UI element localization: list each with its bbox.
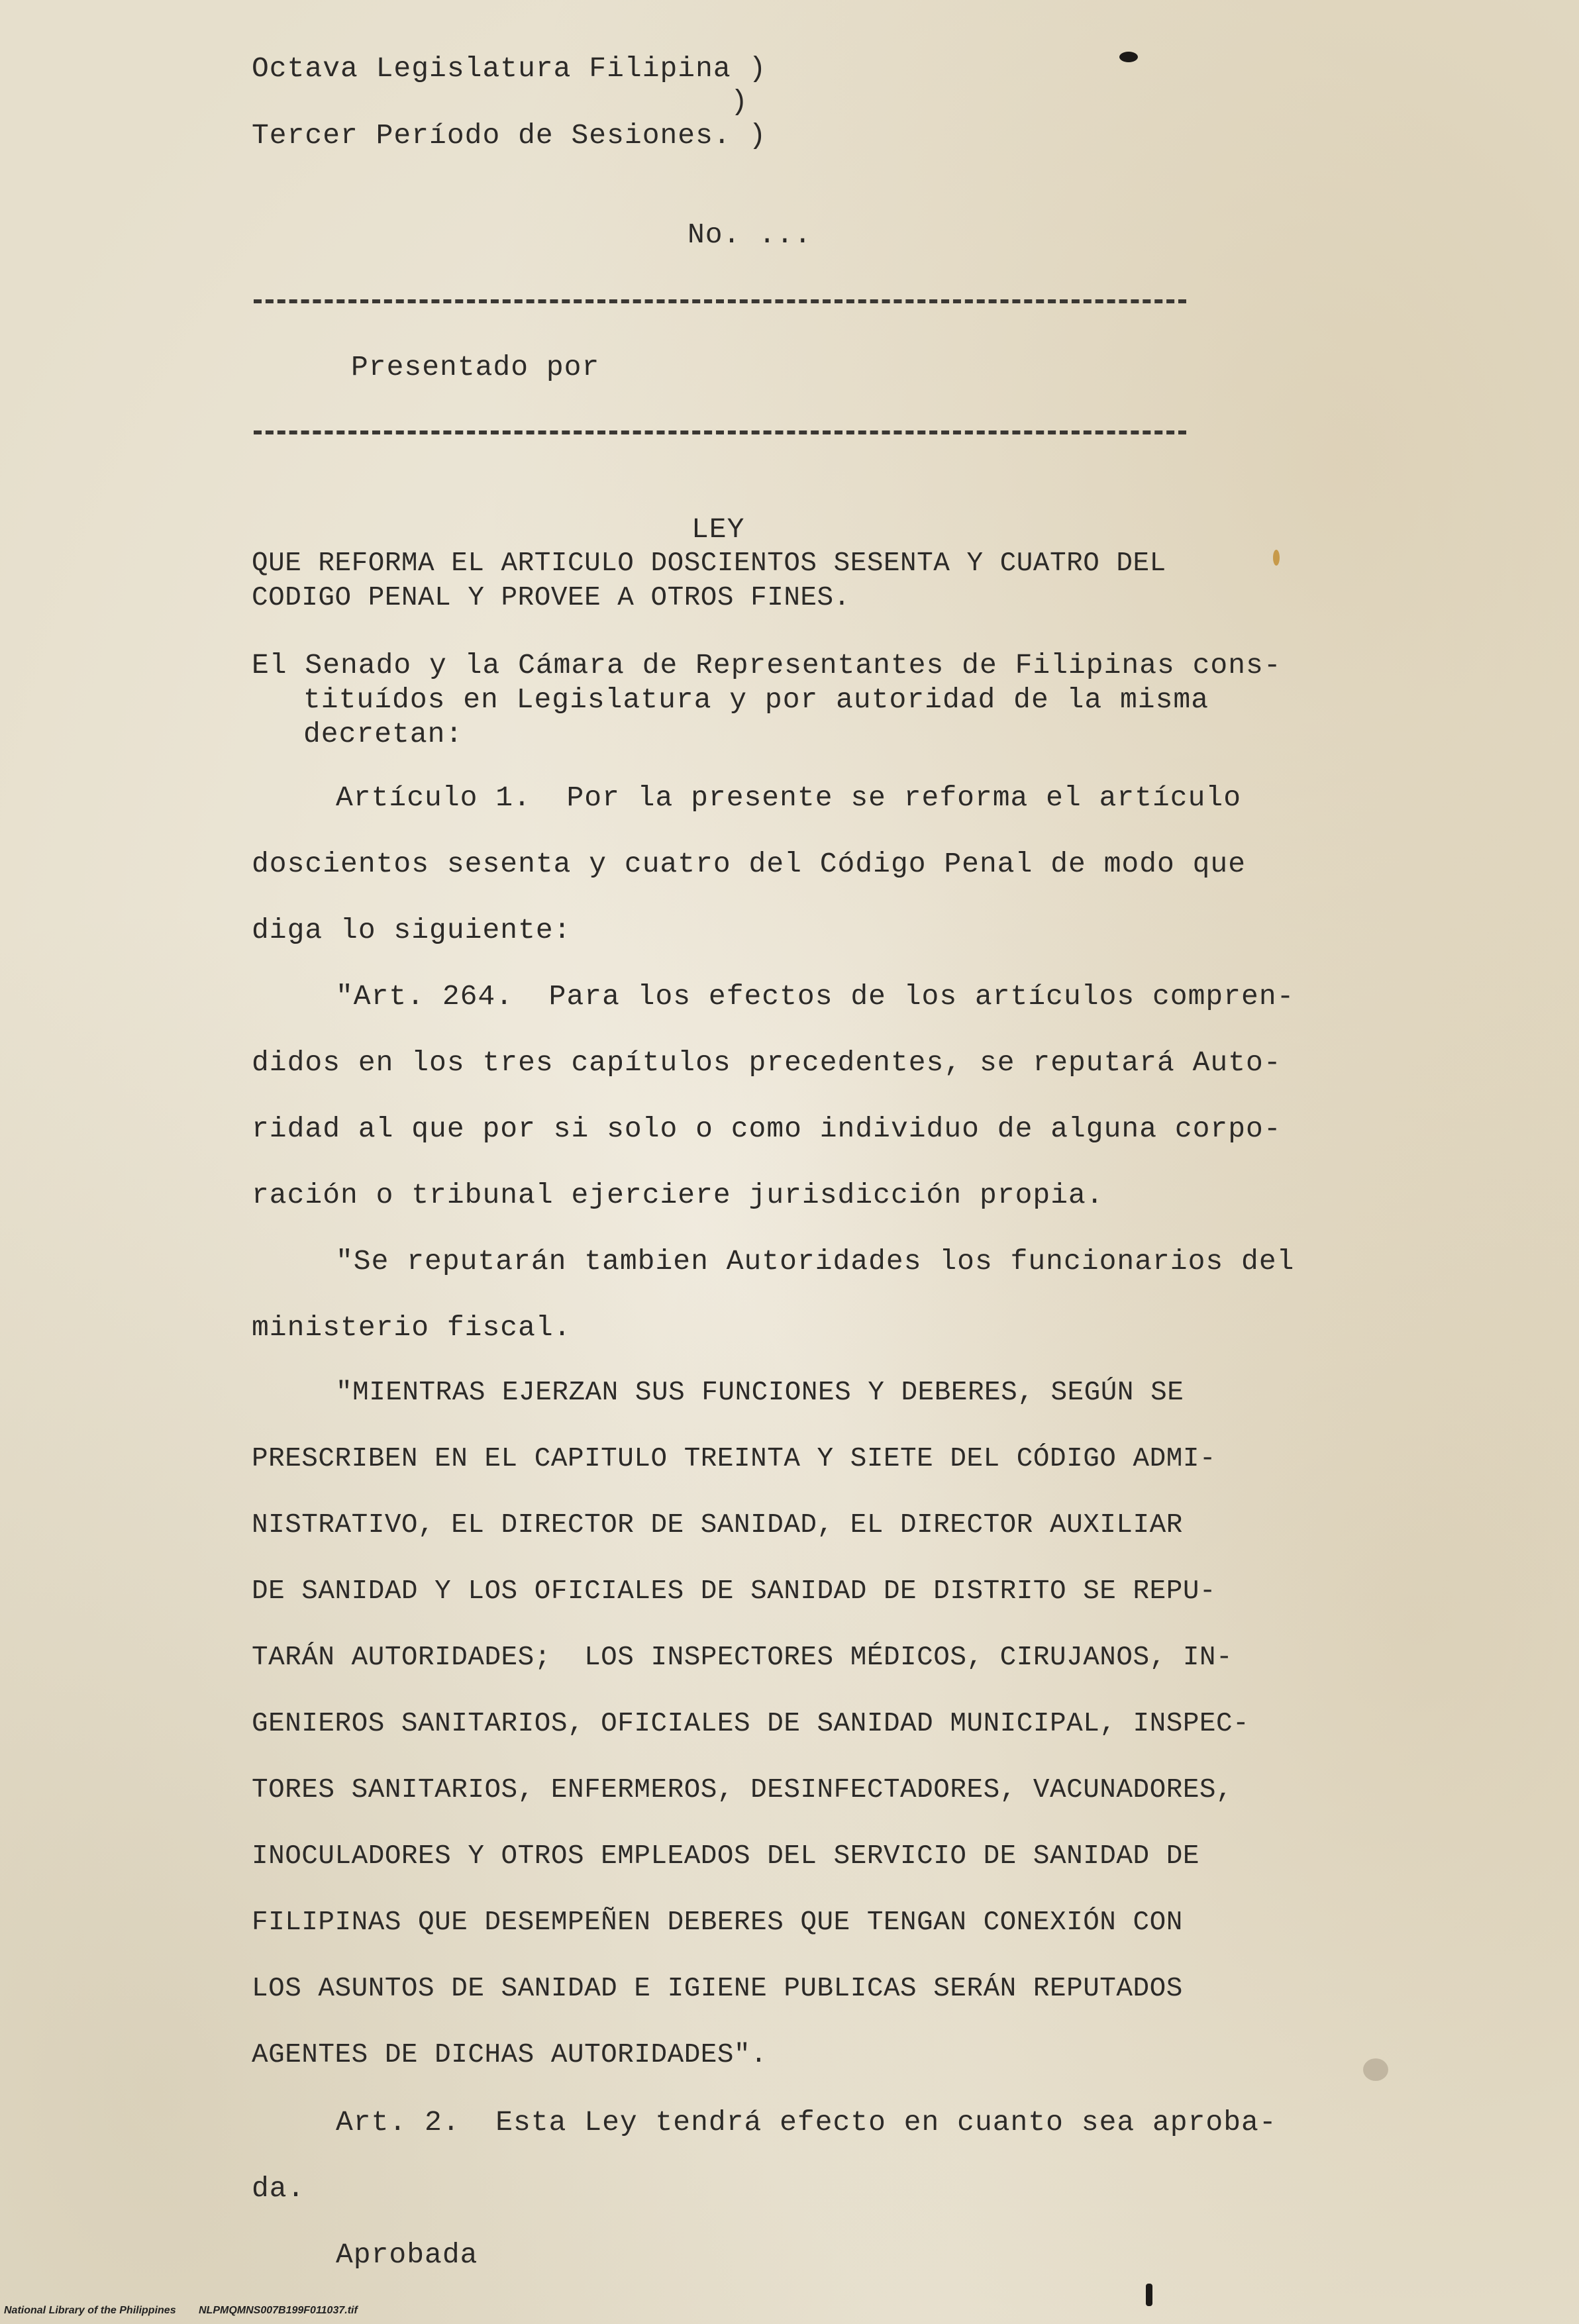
amendment-text-line: PRESCRIBEN EN EL CAPITULO TREINTA Y SIETE DEL CÓDIGO ADMI- (252, 1444, 1217, 1474)
amendment-text-line: TARÁN AUTORIDADES; LOS INSPECTORES MÉDICOS, CIRUJANOS, IN- (252, 1642, 1233, 1673)
body-text-line: diga lo siguiente: (252, 914, 572, 946)
amendment-text-line: AGENTES DE DICHAS AUTORIDADES". (252, 2040, 768, 2070)
ink-speck (1146, 2284, 1152, 2306)
amendment-text-line: DE SANIDAD Y LOS OFICIALES DE SANIDAD DE DISTRITO SE REPU- (252, 1576, 1217, 1607)
session-line: Tercer Período de Sesiones. ) (252, 119, 767, 152)
presented-by-label: Presentado por (351, 351, 600, 383)
approved-label: Aprobada (336, 2239, 478, 2271)
amendment-text-line: "MIENTRAS EJERZAN SUS FUNCIONES Y DEBERES, SEGÚN SE (336, 1378, 1184, 1408)
body-text-line: didos en los tres capítulos precedentes, se reputará Auto- (252, 1046, 1282, 1079)
law-title-line: CODIGO PENAL Y PROVEE A OTROS FINES. (252, 583, 850, 613)
law-heading: LEY (691, 513, 745, 546)
enacting-clause-line: decretan: (303, 718, 464, 750)
body-text-line: "Art. 264. Para los efectos de los artículos compren- (336, 980, 1295, 1013)
enacting-clause-line: El Senado y la Cámara de Representantes de Filipinas cons- (252, 649, 1282, 682)
amendment-text-line: FILIPINAS QUE DESEMPEÑEN DEBERES QUE TENGAN CONEXIÓN CON (252, 1907, 1183, 1938)
scan-source-label: National Library of the Philippines (4, 2305, 176, 2316)
separator-rule-top (254, 299, 1186, 303)
article-two-line: da. (252, 2172, 305, 2205)
article-two-line: Art. 2. Esta Ley tendrá efecto en cuanto sea aproba- (336, 2106, 1277, 2139)
ink-speck (1119, 52, 1138, 62)
body-text-line: doscientos sesenta y cuatro del Código Penal de modo que (252, 848, 1247, 880)
scan-file-id: NLPMQMNS007B199F011037.tif (199, 2305, 358, 2316)
body-text-line: ridad al que por si solo o como individuo de alguna corpo- (252, 1113, 1282, 1145)
amendment-text-line: INOCULADORES Y OTROS EMPLEADOS DEL SERVICIO DE SANIDAD DE (252, 1841, 1199, 1872)
header-brace: ) (731, 85, 748, 118)
amendment-text-line: TORES SANITARIOS, ENFERMEROS, DESINFECTADORES, VACUNADORES, (252, 1775, 1233, 1805)
stain-mark (1363, 2058, 1388, 2081)
law-title-line: QUE REFORMA EL ARTICULO DOSCIENTOS SESENTA Y CUATRO DEL (252, 548, 1166, 579)
stain-mark (1273, 550, 1280, 566)
body-text-line: ración o tribunal ejerciere jurisdicción propia. (252, 1179, 1104, 1211)
amendment-text-line: LOS ASUNTOS DE SANIDAD E IGIENE PUBLICAS SERÁN REPUTADOS (252, 1974, 1183, 2004)
enacting-clause-line: tituídos en Legislatura y por autoridad de la misma (303, 683, 1209, 716)
amendment-text-line: GENIEROS SANITARIOS, OFICIALES DE SANIDAD MUNICIPAL, INSPEC- (252, 1709, 1250, 1739)
body-text-line: Artículo 1. Por la presente se reforma el artículo (336, 782, 1242, 814)
separator-rule-bottom (254, 430, 1186, 434)
legislature-line: Octava Legislatura Filipina ) (252, 52, 767, 85)
body-text-line: ministerio fiscal. (252, 1311, 572, 1344)
bill-number: No. ... (688, 219, 812, 251)
amendment-text-line: NISTRATIVO, EL DIRECTOR DE SANIDAD, EL DIRECTOR AUXILIAR (252, 1510, 1183, 1541)
body-text-line: "Se reputarán tambien Autoridades los funcionarios del (336, 1245, 1295, 1278)
